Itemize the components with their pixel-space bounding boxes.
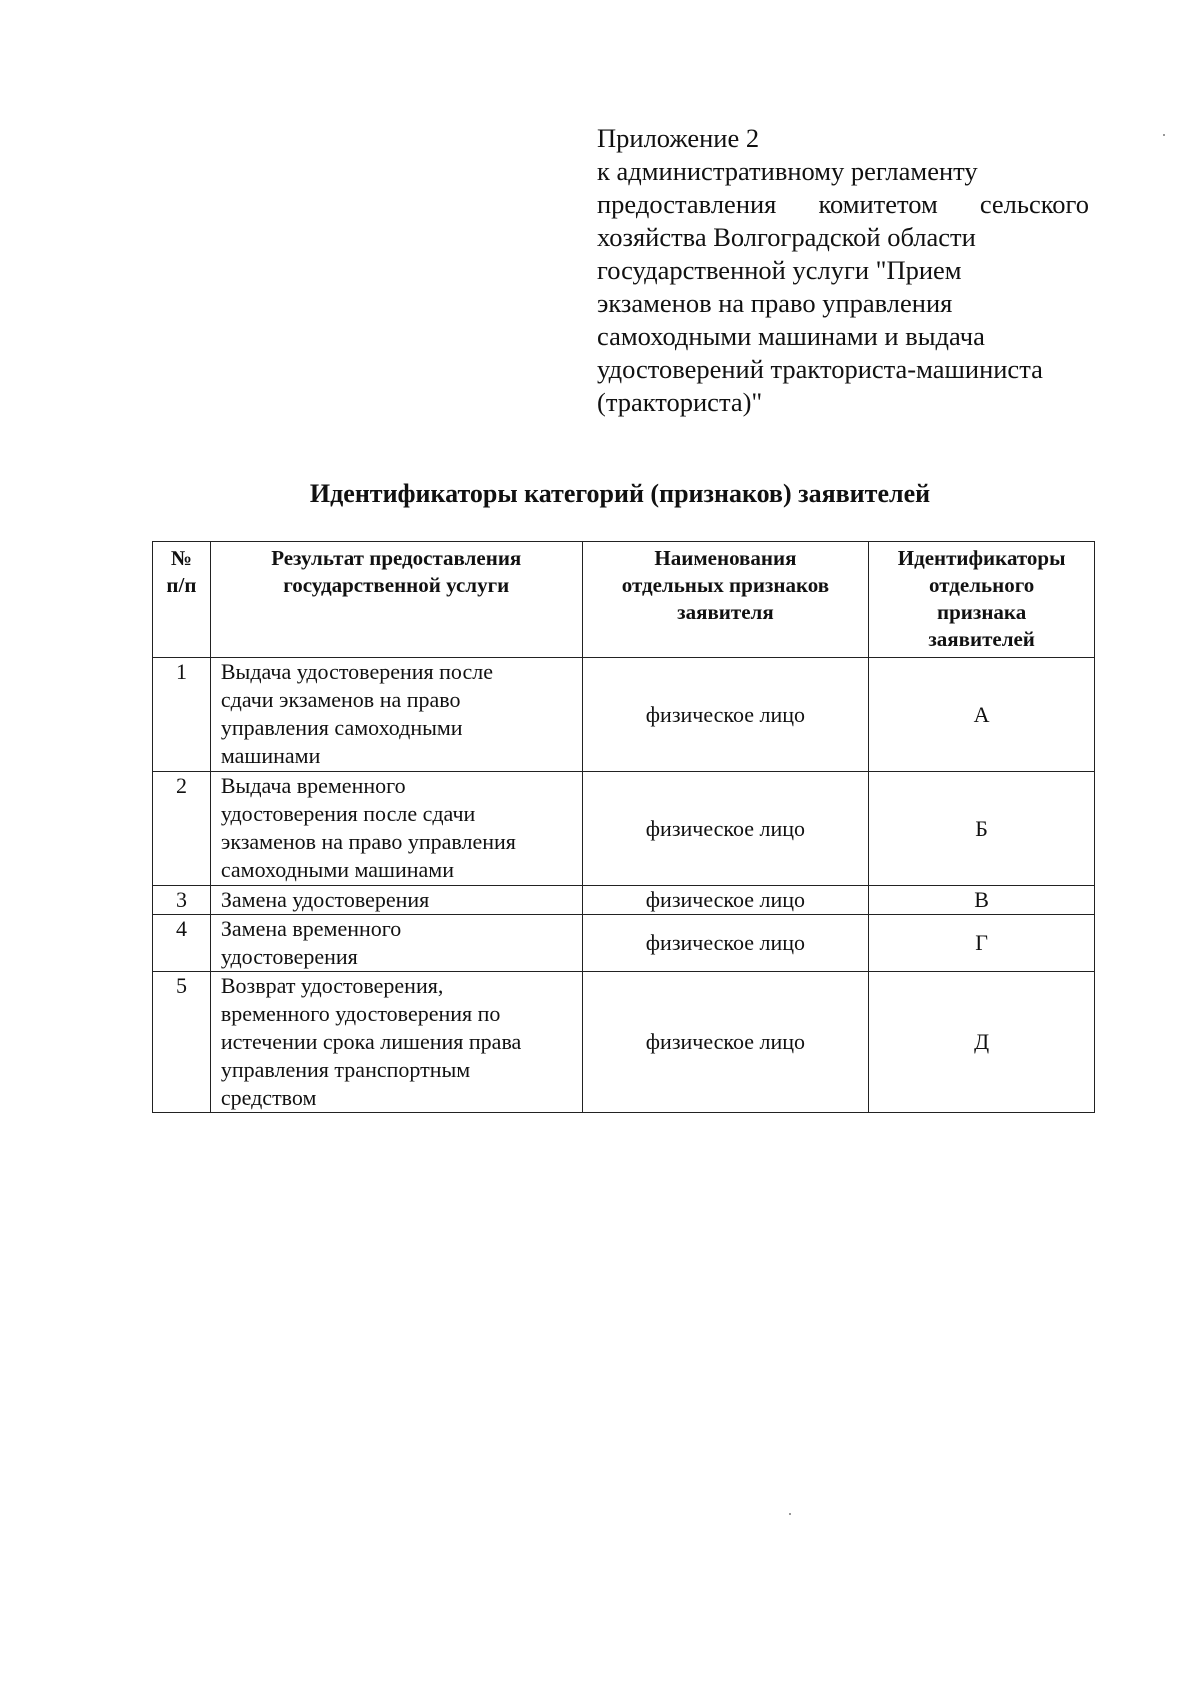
result-line: удостоверения после сдачи bbox=[220, 801, 476, 826]
result-line: управления транспортным bbox=[220, 1057, 471, 1082]
appendix-line: (тракториста)" bbox=[597, 387, 763, 417]
result-line: временного удостоверения по bbox=[220, 1001, 501, 1026]
header-num-line: № bbox=[170, 546, 192, 570]
result-line: истечении срока лишения права bbox=[220, 1029, 522, 1054]
row-number: 3 bbox=[153, 886, 211, 915]
table-row bbox=[153, 972, 1095, 1113]
result-line: Замена временного bbox=[220, 916, 402, 941]
appendix-line: к административному регламенту bbox=[597, 156, 978, 186]
result-line: управления самоходными bbox=[220, 715, 463, 740]
appendix-line: государственной услуги "Прием bbox=[597, 255, 962, 285]
result-line: экзаменов на право управления bbox=[220, 829, 516, 854]
row-number: 2 bbox=[153, 772, 211, 886]
appendix-line: самоходными машинами и выдача bbox=[597, 321, 985, 351]
row-identifier: Б bbox=[869, 772, 1095, 886]
appendix-line: Приложение 2 bbox=[597, 123, 760, 153]
row-result bbox=[210, 886, 582, 915]
header-result bbox=[210, 542, 582, 658]
header-id-line: Идентификаторы bbox=[897, 546, 1066, 570]
appendix-line: хозяйства Волгоградской области bbox=[597, 222, 976, 252]
identifiers-table bbox=[152, 541, 1095, 1113]
header-name-line: Наименования bbox=[654, 546, 797, 570]
row-applicant-feature: физическое лицо bbox=[582, 658, 869, 772]
table-row bbox=[153, 915, 1095, 972]
result-line: Выдача удостоверения после bbox=[220, 659, 493, 684]
result-line: самоходными машинами bbox=[220, 857, 455, 882]
row-applicant-feature: физическое лицо bbox=[582, 886, 869, 915]
header-id-line: заявителей bbox=[928, 627, 1035, 651]
table-row bbox=[153, 772, 1095, 886]
row-number: 5 bbox=[153, 972, 211, 1113]
table-row bbox=[153, 658, 1095, 772]
appendix-line: предоставления комитетом сельского bbox=[597, 189, 1089, 219]
row-applicant-feature: физическое лицо bbox=[582, 915, 869, 972]
header-num-line: п/п bbox=[166, 573, 197, 597]
result-line: машинами bbox=[220, 743, 321, 768]
row-identifier: Г bbox=[869, 915, 1095, 972]
header-name-line: заявителя bbox=[677, 600, 774, 624]
row-number: 1 bbox=[153, 658, 211, 772]
result-line: сдачи экзаменов на право bbox=[220, 687, 461, 712]
row-identifier: А bbox=[869, 658, 1095, 772]
appendix-line: удостоверений тракториста-машиниста bbox=[597, 354, 1043, 384]
header-id-line: признака bbox=[937, 600, 1027, 624]
header-result-line: Результат предоставления bbox=[271, 546, 522, 570]
row-identifier: В bbox=[869, 886, 1095, 915]
row-result bbox=[210, 972, 582, 1113]
row-applicant-feature: физическое лицо bbox=[582, 772, 869, 886]
appendix-line: экзаменов на право управления bbox=[597, 288, 953, 318]
row-applicant-feature: физическое лицо bbox=[582, 972, 869, 1113]
row-number: 4 bbox=[153, 915, 211, 972]
result-line: Замена удостоверения bbox=[220, 887, 430, 912]
header-name-line: отдельных признаков bbox=[621, 573, 830, 597]
result-line: Выдача временного bbox=[220, 773, 406, 798]
result-line: средством bbox=[220, 1085, 317, 1110]
header-num bbox=[153, 542, 211, 658]
header-id bbox=[869, 542, 1095, 658]
result-line: удостоверения bbox=[220, 944, 358, 969]
header-name bbox=[582, 542, 869, 658]
header-result-line: государственной услуги bbox=[283, 573, 510, 597]
table-header-row bbox=[153, 542, 1095, 658]
table-row bbox=[153, 886, 1095, 915]
appendix-note bbox=[597, 122, 1089, 419]
header-id-line: отдельного bbox=[929, 573, 1035, 597]
scan-speck bbox=[789, 1513, 791, 1515]
row-result bbox=[210, 658, 582, 772]
document-title: Идентификаторы категорий (признаков) заявителей bbox=[309, 479, 931, 508]
row-result bbox=[210, 772, 582, 886]
result-line: Возврат удостоверения, bbox=[220, 973, 444, 998]
row-identifier: Д bbox=[869, 972, 1095, 1113]
row-result bbox=[210, 915, 582, 972]
scan-speck bbox=[1163, 134, 1165, 136]
